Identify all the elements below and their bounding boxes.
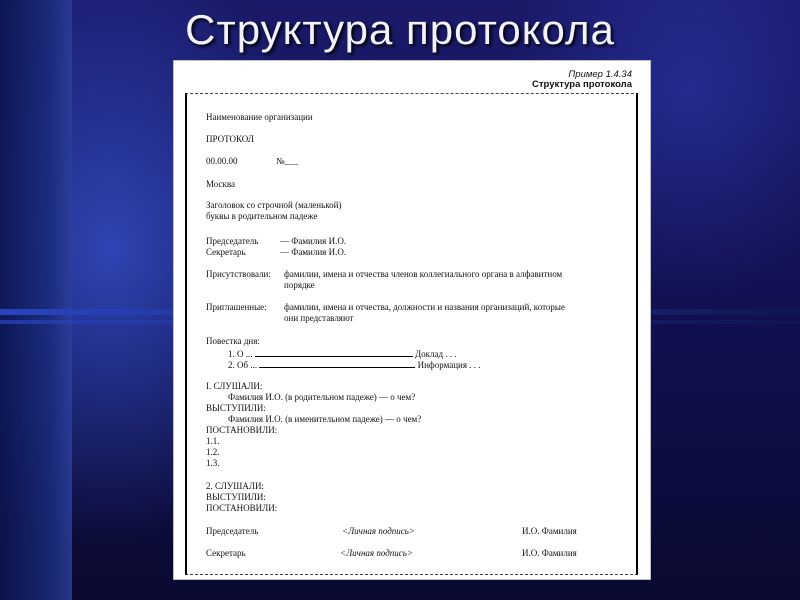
agenda-item-1-prefix: 1. О ... — [228, 349, 253, 359]
agenda-item-2-prefix: 2. Об ... — [228, 360, 258, 370]
agenda-item-2-blank — [259, 359, 415, 368]
s1-item: 1.1. — [206, 436, 220, 446]
s2-listened: 2. СЛУШАЛИ: — [206, 481, 264, 491]
invited-value-line-2: они представляют — [284, 313, 354, 323]
present-value-line-1: фамилии, имена и отчества членов коллегиального органа в алфавитном — [284, 269, 563, 279]
agenda-item-1 — [228, 348, 457, 359]
doc-place: Москва — [206, 179, 235, 189]
agenda-label: Повестка дня: — [206, 336, 260, 346]
s1-listened: I. СЛУШАЛИ: — [206, 381, 263, 391]
invited-label: Приглашенные: — [206, 302, 267, 312]
chair-label: Председатель — [206, 236, 259, 246]
org-name: Наименование организации — [206, 112, 313, 122]
agenda-item-1-suffix: Доклад . . . — [415, 349, 457, 359]
s2-decided: ПОСТАНОВИЛИ: — [206, 503, 278, 513]
doc-number: №___ — [276, 156, 299, 166]
secretary-value: — Фамилия И.О. — [280, 247, 347, 257]
sign-chair-name: И.О. Фамилия — [522, 526, 577, 536]
s1-spoke: ВЫСТУПИЛИ: — [206, 403, 266, 413]
present-value-line-2: порядке — [284, 280, 315, 290]
s1-listened-detail: Фамилия И.О. (в родительном падеже) — о чем? — [228, 392, 416, 402]
example-title: Структура протокола — [532, 79, 632, 90]
sign-secretary-signature: <Личная подпись> — [340, 548, 413, 558]
sign-chair-signature: <Личная подпись> — [342, 526, 415, 536]
document-sheet — [173, 60, 651, 580]
invited-value-line-1: фамилии, имена и отчества, должности и названия организаций, которые — [284, 302, 565, 312]
heading-line-2: буквы в родительном падеже — [206, 211, 318, 221]
sign-secretary-label: Секретарь — [206, 548, 246, 558]
agenda-item-1-blank — [255, 348, 413, 357]
secretary-label: Секретарь — [206, 247, 246, 257]
agenda-item-2-suffix: Информация . . . — [417, 360, 481, 370]
heading-line-1: Заголовок со строчной (маленькой) — [206, 200, 342, 210]
sign-chair-label: Председатель — [206, 526, 259, 536]
left-accent-strip — [0, 0, 72, 600]
doc-date: 00.00.00 — [206, 156, 238, 166]
chair-value: — Фамилия И.О. — [280, 236, 347, 246]
s1-item: 1.2. — [206, 447, 220, 457]
s2-spoke: ВЫСТУПИЛИ: — [206, 492, 266, 502]
present-label: Присутствовали: — [206, 269, 271, 279]
example-number: Пример 1.4.34 — [568, 69, 632, 80]
doc-type: ПРОТОКОЛ — [206, 134, 254, 144]
s1-item: 1.3. — [206, 458, 220, 468]
s1-decided: ПОСТАНОВИЛИ: — [206, 425, 278, 435]
sign-secretary-name: И.О. Фамилия — [522, 548, 577, 558]
agenda-item-2 — [228, 359, 481, 370]
s1-spoke-detail: Фамилия И.О. (в именительном падеже) — о чем? — [228, 414, 422, 424]
slide-title: Структура протокола — [185, 6, 615, 53]
